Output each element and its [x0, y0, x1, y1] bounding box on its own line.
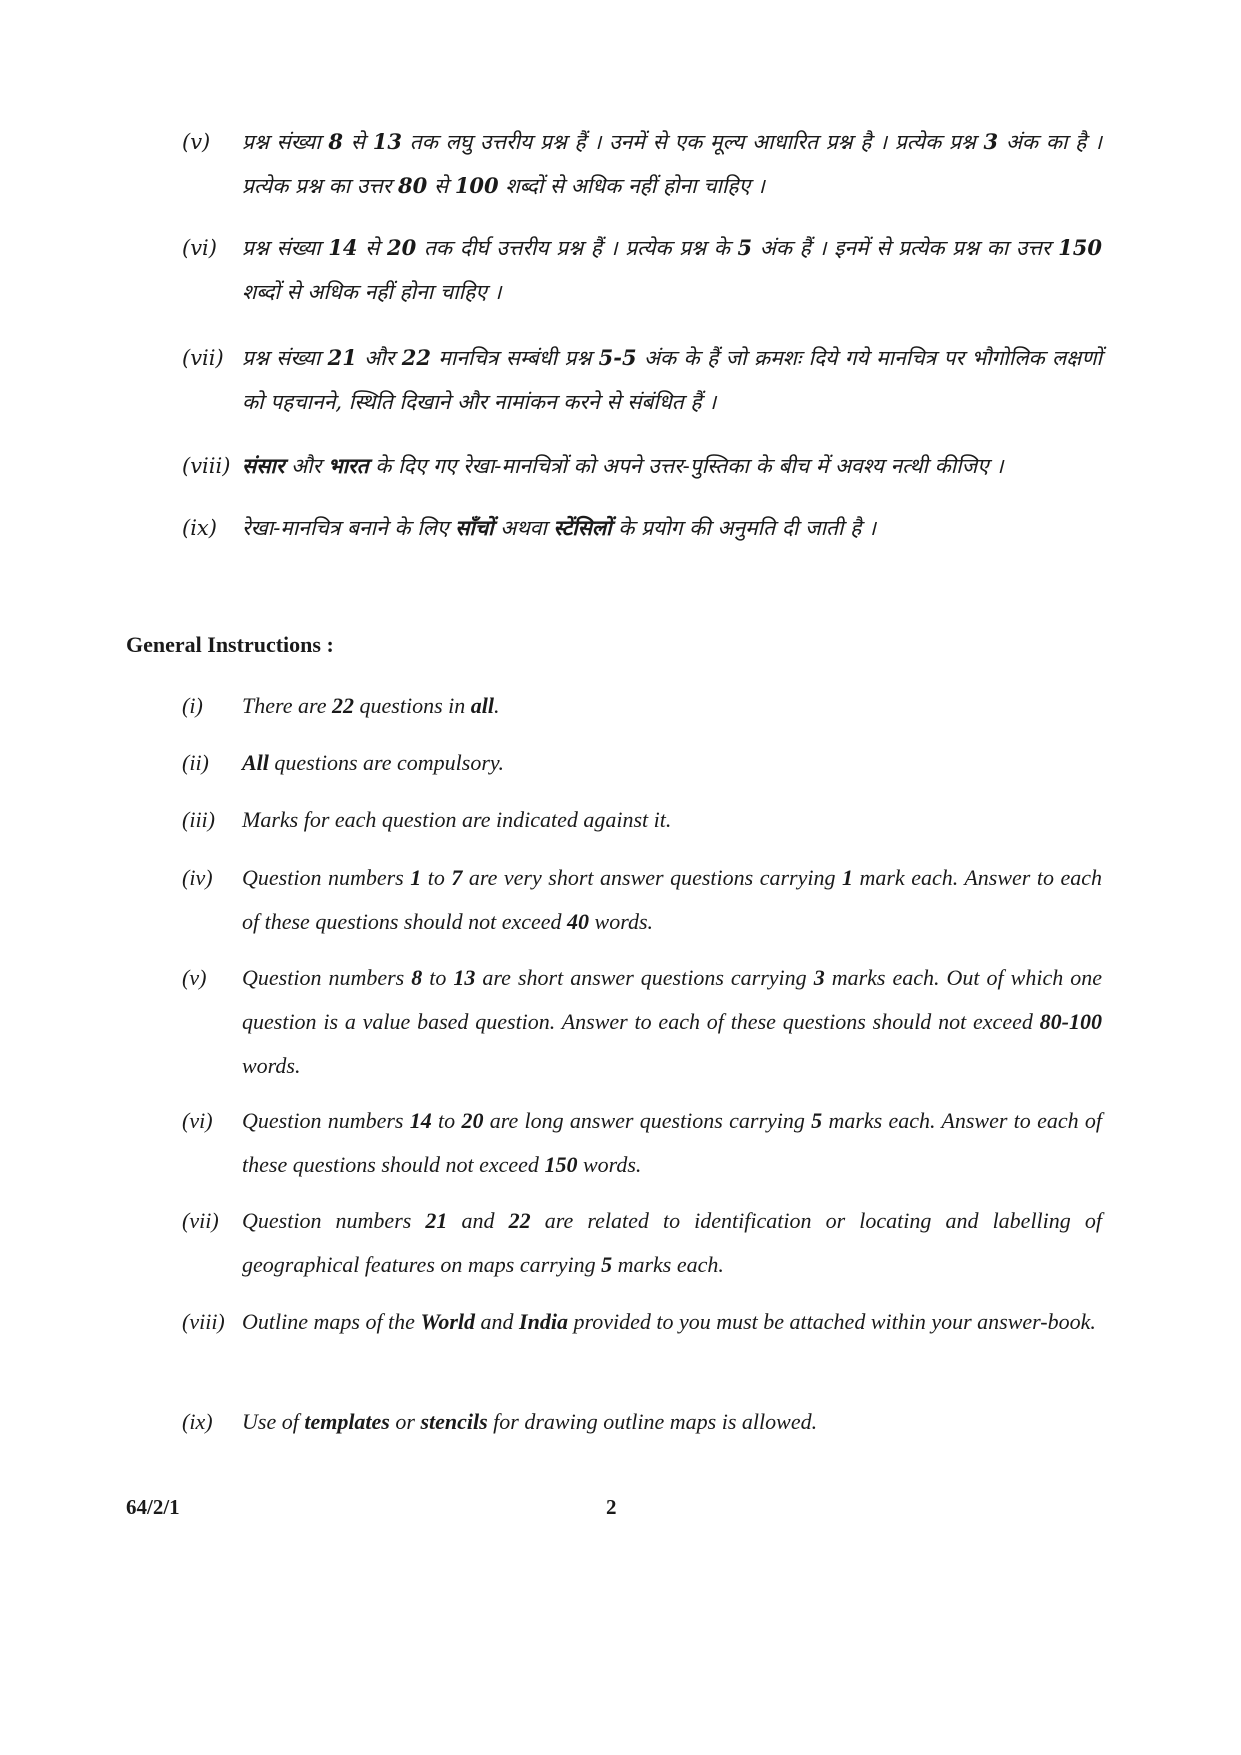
bold-run: 150 — [544, 1152, 578, 1177]
hindi-instruction-v — [182, 120, 1102, 208]
text-run: questions are compulsory. — [268, 750, 504, 775]
bold-run: templates — [304, 1409, 390, 1434]
text-run: Question numbers — [242, 865, 411, 890]
text-run: तक लघु उत्तरीय प्रश्न हैं । उनमें से एक मूल्य आधारित प्रश्न है । प्रत्येक प्रश्न — [401, 130, 984, 154]
bold-run: 21 — [327, 345, 357, 370]
item-number: (vi) — [182, 1108, 213, 1133]
bold-run: 14 — [409, 1108, 432, 1133]
text-run: are very short answer questions carrying — [462, 865, 842, 890]
text-run: शब्दों से अधिक नहीं होना चाहिए । — [498, 174, 765, 198]
english-instruction-v — [182, 956, 1102, 1088]
english-instruction-ix — [182, 1400, 1102, 1444]
text-run: are long answer questions carrying — [483, 1108, 812, 1133]
item-number: (vii) — [182, 1208, 219, 1233]
general-instructions-heading: General Instructions : — [126, 632, 334, 657]
item-text — [242, 506, 1102, 550]
text-run: से — [427, 174, 455, 198]
english-instruction-viii — [182, 1300, 1102, 1344]
item-text — [242, 120, 1102, 208]
item-number: (ii) — [182, 750, 209, 775]
text-run: अंक हैं । इनमें से प्रत्येक प्रश्न का उत्तर — [752, 236, 1059, 260]
text-run: प्रश्न संख्या — [242, 236, 329, 260]
text-run: marks each. Out of which one question is a value based question. Answer to each of these questions should not exceed — [242, 965, 1103, 1034]
bold-run: 20 — [461, 1108, 484, 1133]
text-run: Question numbers — [242, 1108, 410, 1133]
text-run: अंक का है । प्रत्येक प्रश्न का उत्तर — [242, 130, 1103, 198]
bold-run: 20 — [387, 235, 417, 260]
text-run: और — [356, 346, 402, 370]
item-text — [242, 956, 1102, 1088]
item-number: (vii) — [182, 346, 224, 370]
text-run: और — [284, 454, 328, 478]
text-run: questions in — [354, 693, 471, 718]
bold-run: 80 — [398, 173, 428, 198]
hindi-instruction-vi — [182, 226, 1102, 314]
item-text — [242, 336, 1102, 424]
bold-run: 14 — [328, 235, 358, 260]
text-run: marks each. Answer to each of these questions should not exceed — [242, 1108, 1102, 1177]
item-text — [242, 1300, 1102, 1344]
text-run: Question numbers — [242, 1208, 426, 1233]
text-run: words. — [589, 909, 654, 934]
bold-run: 8 — [328, 129, 344, 154]
item-number: (vi) — [182, 236, 217, 260]
bold-run: 40 — [567, 909, 590, 934]
text-run: . — [494, 693, 500, 718]
bold-run: 3 — [983, 129, 999, 154]
item-text — [242, 1099, 1102, 1187]
item-number: (ix) — [182, 1409, 213, 1434]
text-run: to — [422, 965, 454, 990]
bold-run: all — [470, 693, 494, 718]
text-run: provided to you must be attached within your answer-book. — [567, 1309, 1096, 1334]
text-run: mark each. Answer to each of these questions should not exceed — [242, 865, 1102, 934]
text-run: for drawing outline maps is allowed. — [487, 1409, 818, 1434]
bold-run: साँचों — [455, 515, 494, 540]
english-instruction-vii — [182, 1199, 1102, 1287]
item-text — [242, 226, 1102, 314]
text-run: Marks for each question are indicated against it. — [242, 807, 672, 832]
text-run: or — [389, 1409, 421, 1434]
item-number: (iv) — [182, 865, 213, 890]
item-text — [242, 1199, 1102, 1287]
text-run: and — [447, 1208, 509, 1233]
item-number: (iii) — [182, 807, 215, 832]
bold-run: 150 — [1058, 235, 1103, 260]
text-run: are related to identification or locating and labelling of geographical features on maps carrying — [242, 1208, 1102, 1277]
item-text — [242, 741, 1102, 785]
text-run: Use of — [242, 1409, 305, 1434]
hindi-instruction-vii — [182, 336, 1102, 424]
bold-run: भारत — [327, 453, 369, 478]
item-text — [242, 444, 1102, 488]
bold-run: 8 — [411, 965, 423, 990]
item-text — [242, 1400, 1102, 1444]
text-run: शब्दों से अधिक नहीं होना चाहिए । — [242, 280, 502, 304]
text-run: and — [475, 1309, 520, 1334]
text-run: से — [357, 236, 388, 260]
text-run: to — [431, 1108, 462, 1133]
text-run: से — [343, 130, 373, 154]
bold-run: 21 — [425, 1208, 448, 1233]
bold-run: 100 — [454, 173, 499, 198]
bold-run: 13 — [453, 965, 476, 990]
hindi-instruction-ix — [182, 506, 1102, 550]
text-run: प्रश्न संख्या — [242, 130, 329, 154]
text-run: रेखा-मानचित्र बनाने के लिए — [242, 516, 456, 540]
english-instruction-ii — [182, 741, 1102, 785]
bold-run: 3 — [813, 965, 825, 990]
text-run: प्रश्न संख्या — [242, 346, 328, 370]
bold-run: 7 — [451, 865, 463, 890]
text-run: words. — [577, 1152, 642, 1177]
page-number: 2 — [606, 1495, 617, 1519]
text-run: words. — [242, 1053, 301, 1078]
bold-run: World — [420, 1309, 476, 1334]
text-run: के प्रयोग की अनुमति दी जाती है । — [611, 516, 876, 540]
bold-run: 1 — [410, 865, 422, 890]
hindi-instruction-viii — [182, 444, 1102, 488]
text-run: Question numbers — [242, 965, 412, 990]
item-number: (ix) — [182, 516, 217, 540]
bold-run: stencils — [420, 1409, 488, 1434]
text-run: There are — [242, 693, 333, 718]
bold-run: 22 — [401, 345, 431, 370]
english-instruction-vi — [182, 1099, 1102, 1187]
text-run: मानचित्र सम्बंधी प्रश्न — [430, 346, 599, 370]
bold-run: 13 — [372, 129, 402, 154]
text-run: के दिए गए रेखा-मानचित्रों को अपने उत्तर-पुस्तिका के बीच में अवश्य नत्थी कीजिए । — [368, 454, 1004, 478]
bold-run: All — [242, 750, 269, 775]
english-instruction-i — [182, 684, 1102, 728]
item-number: (v) — [182, 130, 211, 154]
bold-run: संसार — [242, 453, 285, 478]
english-instruction-iv — [182, 856, 1102, 944]
text-run: तक दीर्घ उत्तरीय प्रश्न हैं । प्रत्येक प्रश्न के — [416, 236, 738, 260]
bold-run: 5 — [811, 1108, 823, 1133]
text-run: to — [421, 865, 452, 890]
item-number: (i) — [182, 693, 203, 718]
text-run: marks each. — [612, 1252, 724, 1277]
text-run: अथवा — [493, 516, 554, 540]
bold-run: 22 — [332, 693, 355, 718]
bold-run: 5 — [601, 1252, 613, 1277]
bold-run: स्टेंसिलों — [553, 515, 612, 540]
text-run: Outline maps of the — [242, 1309, 421, 1334]
item-number: (viii) — [182, 454, 231, 478]
bold-run: 1 — [841, 865, 853, 890]
item-number: (viii) — [182, 1309, 225, 1334]
bold-run: 5 — [737, 235, 753, 260]
item-text — [242, 798, 1102, 842]
item-text — [242, 856, 1102, 944]
bold-run: India — [519, 1309, 568, 1334]
bold-run: 5-5 — [598, 345, 637, 370]
item-text — [242, 684, 1102, 728]
bold-run: 22 — [508, 1208, 531, 1233]
item-number: (v) — [182, 965, 207, 990]
text-run: अंक के हैं जो क्रमशः दिये गये मानचित्र पर भौगोलिक लक्षणों को पहचानने, स्थिति दिखाने और नामांकन करने से संबंधित हैं । — [242, 346, 1102, 414]
text-run: are short answer questions carrying — [475, 965, 814, 990]
bold-run: 80-100 — [1039, 1009, 1102, 1034]
english-instruction-iii — [182, 798, 1102, 842]
paper-code: 64/2/1 — [126, 1495, 180, 1519]
